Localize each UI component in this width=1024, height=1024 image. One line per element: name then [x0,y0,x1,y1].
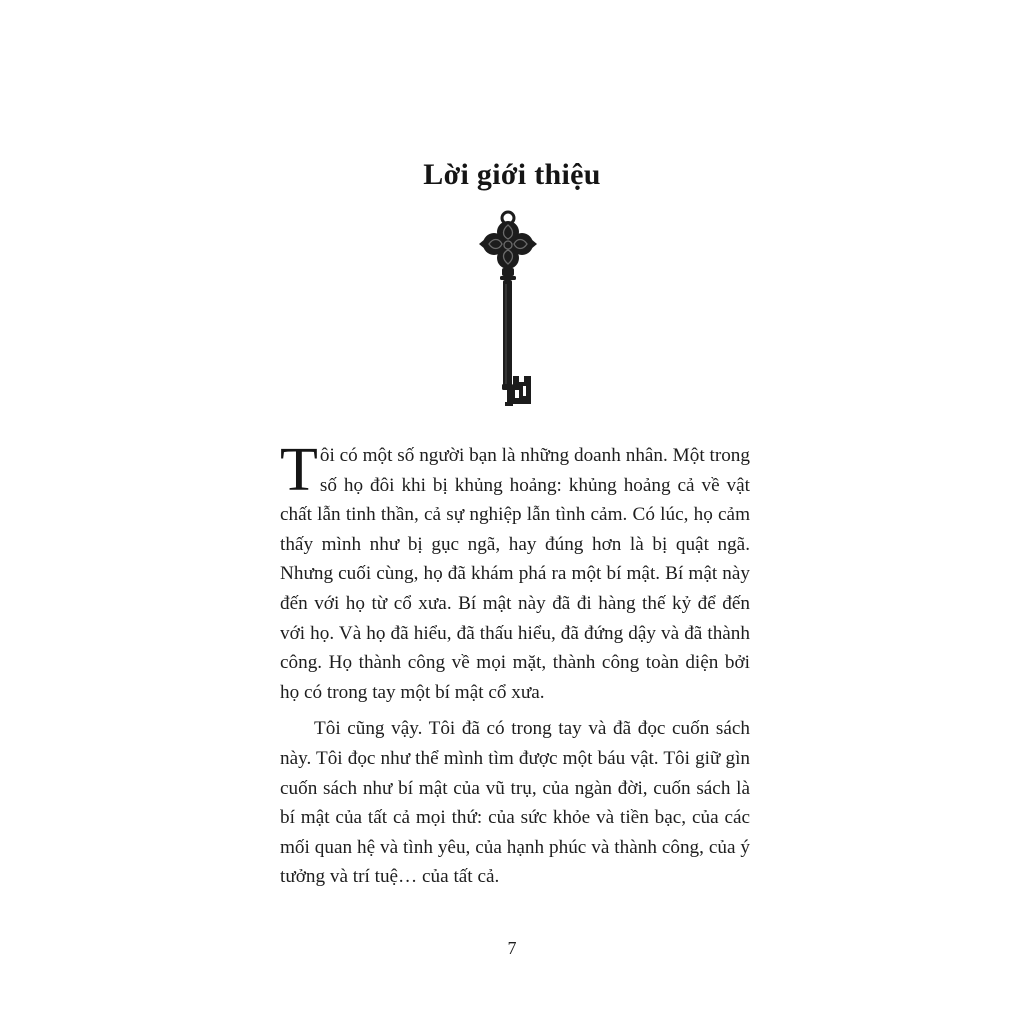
paragraph-2: Tôi cũng vậy. Tôi đã có trong tay và đã đọc cuốn sách này. Tôi đọc như thể mình tìm được một báu vật. Tôi giữ gìn cuốn sách như bí mật của vũ trụ, của ngàn đời, cuốn sách là bí mật của tất cả mọi thứ: của sức khỏe và tiền bạc, của các mối quan hệ và tình yêu, của hạnh phúc và thành công, của ý tưởng và trí tuệ… của tất cả. [280,718,750,888]
introduction-text [280,436,750,892]
page-number: 7 [507,938,517,958]
paragraph-1-text: ôi có một số người bạn là những doanh nhân. Một trong số họ đôi khi bị khủng hoảng: khủng hoảng cả về vật chất lẫn tinh thần, cả sự nghiệp lẫn tình cảm. Có lúc, họ cảm thấy mình như bị gục ngã, hay đúng hơn là bị quật ngã. Nhưng cuối cùng, họ đã khám phá ra một bí mật. Bí mật này đến với họ từ cổ xưa. Bí mật này đã đi hàng thế kỷ để đến với họ. Và họ đã hiểu, đã thấu hiểu, đã đứng dậy và đã thành công. Họ thành công về mọi mặt, thành công toàn diện bởi họ có trong tay một bí mật cổ xưa. [280,445,750,703]
skeleton-key-icon [469,208,549,413]
drop-cap: T [280,436,318,504]
page-title: Lời giới thiệu [423,158,601,192]
paragraph-1 [280,436,750,707]
